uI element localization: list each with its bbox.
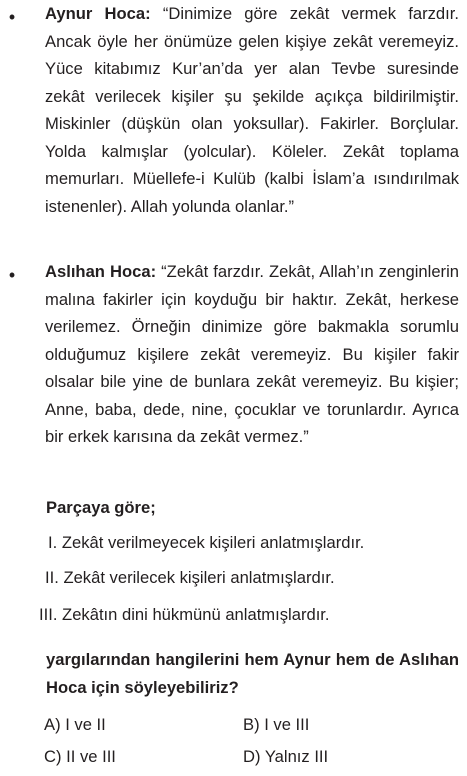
statement-ii: II. Zekât verilecek kişileri anlatmışlardır. bbox=[45, 568, 335, 587]
option-a[interactable]: A) I ve II bbox=[44, 715, 106, 734]
statement-i: I. Zekât verilmeyecek kişileri anlatmışlardır. bbox=[48, 533, 365, 552]
speaker-name: Aslıhan Hoca: bbox=[45, 262, 157, 281]
passage-text: “Zekât farzdır. Zekât, Allah’ın zenginlerin malına fakirler için koyduğu bir haktır. Zekât, herkese verilemez. Örneğin dinimize göre bakmakla sorumlu olduğumuz kişilere zekât veremeyiz. Bu kişiler fakir olsalar bile yine de bunlara zekât veremeyiz. Bu kişier; Anne, baba, dede, nine, çocuklar ve torunlardır. Ayrıca bir erkek karısına da zekât vermez.” bbox=[45, 262, 459, 446]
question-stem: yargılarından hangilerini hem Aynur hem de Aslıhan Hoca için söyleyebiliriz? bbox=[46, 650, 459, 697]
statement-iii: III. Zekâtın dini hükmünü anlatmışlardır. bbox=[39, 605, 330, 624]
option-b[interactable]: B) I ve III bbox=[243, 715, 310, 734]
option-c[interactable]: C) II ve III bbox=[44, 747, 116, 766]
passage-aslihan-hoca bbox=[45, 258, 459, 451]
passage-aynur-hoca bbox=[45, 0, 459, 220]
question-prompt: Parçaya göre; bbox=[46, 498, 156, 517]
bullet-icon: • bbox=[8, 7, 16, 27]
passage-text: “Dinimize göre zekât vermek farzdır. Ancak öyle her önümüze gelen kişiye zekât veremeyiz. Yüce kitabımız Kur’an’da yer alan Tevbe suresinde zekât verilecek kişiler şu şekilde açıkça bildirilmiştir. Miskinler (düşkün olan yoksullar). Fakirler. Borçlular. Yolda kalmışlar (yolcular). Köleler. Zekât toplama memurları. Müellefe-i Kulüb (kalbi İslam’a ısındırılmak istenenler). Allah yolunda olanlar.” bbox=[45, 4, 459, 216]
option-d[interactable]: D) Yalnız III bbox=[243, 747, 329, 766]
speaker-name: Aynur Hoca: bbox=[45, 4, 151, 23]
bullet-icon: • bbox=[8, 265, 16, 285]
